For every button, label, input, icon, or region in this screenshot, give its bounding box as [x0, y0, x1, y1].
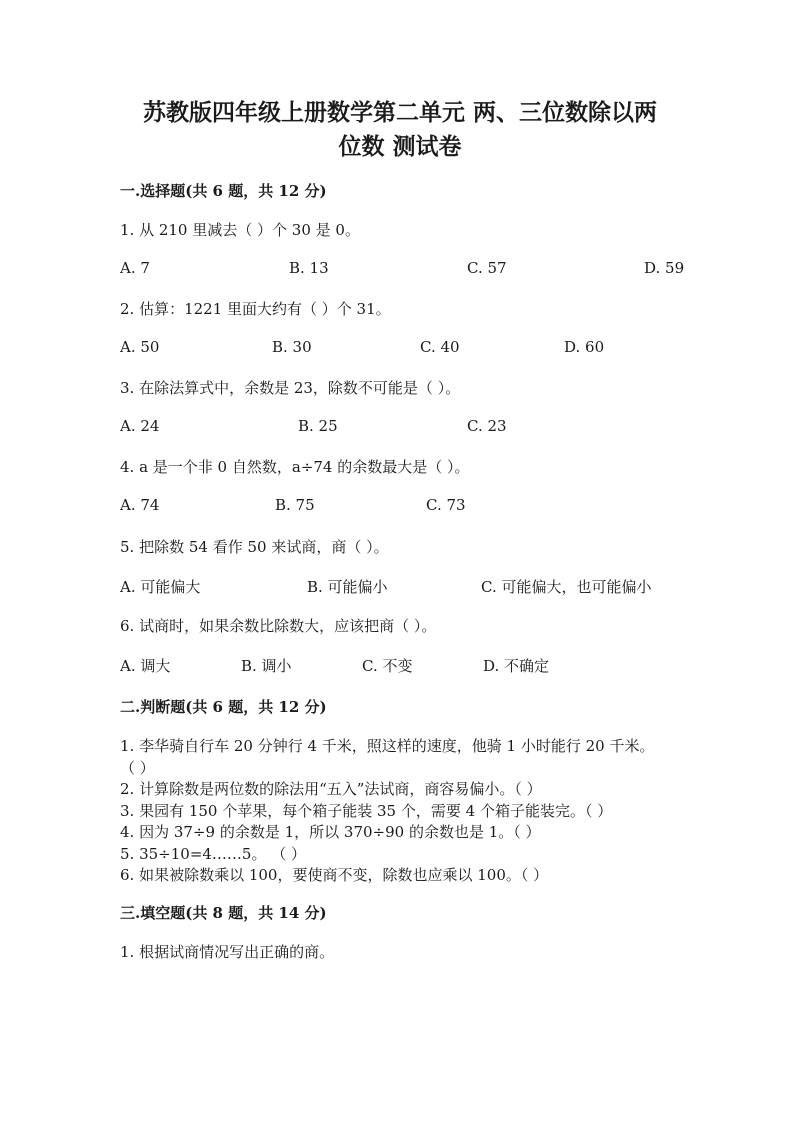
- judgement-item: 1. 李华骑自行车 20 分钟行 4 千米，照这样的速度，他骑 1 小时能行 20 千米。: [120, 737, 655, 755]
- option-c[interactable]: C. 73: [426, 496, 466, 514]
- page-title: [100, 96, 700, 164]
- option-a[interactable]: A. 74: [120, 496, 160, 514]
- option-c[interactable]: C. 57: [467, 259, 507, 277]
- judgement-item-answer-blank: （ ）: [120, 758, 155, 777]
- option-a[interactable]: A. 50: [120, 338, 160, 356]
- section-heading-choice: 一.选择题(共 6 题，共 12 分): [120, 182, 327, 200]
- title-line-1: 苏教版四年级上册数学第二单元 两、三位数除以两: [142, 99, 657, 126]
- question-1: 1. 从 210 里减去（ ）个 30 是 0。: [120, 221, 360, 239]
- question-6: 6. 试商时，如果余数比除数大，应该把商（ ）。: [120, 617, 437, 635]
- option-a[interactable]: A. 调大: [120, 657, 171, 675]
- judgement-list: [120, 736, 700, 887]
- question-6-options: [120, 655, 700, 675]
- question-5-options: [120, 576, 700, 596]
- question-1-options: [120, 259, 700, 279]
- option-d[interactable]: D. 59: [644, 259, 685, 277]
- section-heading-fill: 三.填空题(共 8 题，共 14 分): [120, 904, 327, 922]
- judgement-item: 6. 如果被除数乘以 100，要使商不变，除数也应乘以 100。（ ）: [120, 866, 549, 884]
- option-d[interactable]: D. 不确定: [483, 657, 550, 675]
- question-3: 3. 在除法算式中，余数是 23，除数不可能是（ ）。: [120, 379, 461, 397]
- question-2-options: [120, 338, 700, 358]
- fill-question-1: 1. 根据试商情况写出正确的商。: [120, 943, 335, 961]
- option-c[interactable]: C. 可能偏大，也可能偏小: [481, 578, 652, 596]
- section-heading-judgement: 二.判断题(共 6 题，共 12 分): [120, 698, 327, 716]
- judgement-item: 3. 果园有 150 个苹果，每个箱子能装 35 个，需要 4 个箱子能装完。（ ）: [120, 801, 613, 820]
- option-c[interactable]: C. 23: [467, 417, 507, 435]
- question-3-options: [120, 417, 700, 437]
- option-b[interactable]: B. 25: [298, 417, 338, 435]
- option-b[interactable]: B. 30: [272, 338, 312, 356]
- option-c[interactable]: C. 40: [420, 338, 460, 356]
- option-d[interactable]: D. 60: [564, 338, 605, 356]
- option-a[interactable]: A. 可能偏大: [120, 578, 201, 596]
- judgement-item: 4. 因为 37÷9 的余数是 1，所以 370÷90 的余数也是 1。（ ）: [120, 823, 541, 841]
- option-b[interactable]: B. 可能偏小: [307, 578, 388, 596]
- judgement-item: 2. 计算除数是两位数的除法用“五入”法试商，商容易偏小。（ ）: [120, 780, 542, 798]
- judgement-item: 5. 35÷10=4……5。 （ ）: [120, 844, 307, 863]
- question-2: 2. 估算：1221 里面大约有（ ）个 31。: [120, 300, 391, 318]
- question-5: 5. 把除数 54 看作 50 来试商，商（ ）。: [120, 538, 389, 556]
- question-4-options: [120, 496, 700, 516]
- option-a[interactable]: A. 7: [120, 259, 150, 277]
- question-4: 4. a 是一个非 0 自然数，a÷74 的余数最大是（ ）。: [120, 458, 470, 476]
- option-b[interactable]: B. 75: [275, 496, 315, 514]
- option-b[interactable]: B. 调小: [241, 657, 292, 675]
- option-c[interactable]: C. 不变: [362, 657, 413, 675]
- option-b[interactable]: B. 13: [289, 259, 329, 277]
- title-line-2: 位数 测试卷: [338, 133, 462, 160]
- option-a[interactable]: A. 24: [120, 417, 160, 435]
